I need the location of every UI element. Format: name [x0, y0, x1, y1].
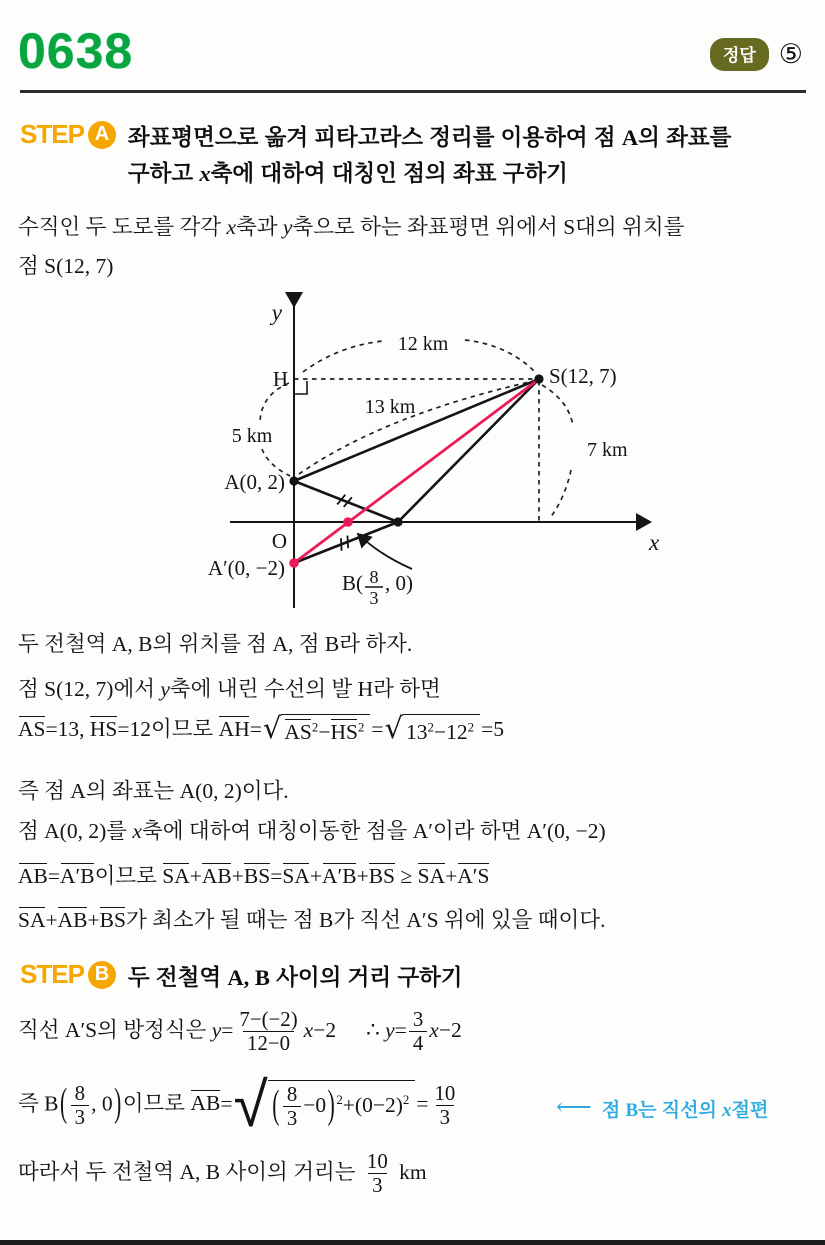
step-a-word: STEP: [20, 119, 84, 149]
b-pointer-arrow: [358, 534, 412, 569]
equation-line-2: 즉 B( $\frac{8}{3}$ , 0)이므로 AB= √ ( $\frac{8}{3}$ −0) $^2+(0-2)^2$ = $\frac{10}{3}$: [18, 1068, 456, 1141]
b-label-num: 8: [369, 567, 379, 587]
annotation-text: 점 B는 직선의 x절편: [601, 1100, 769, 1121]
b-label-prefix: B(: [342, 571, 363, 595]
step-b-section: [20, 958, 812, 996]
solution-text-6: 점 A(0, 2)를 x축에 대하여 대칭이동한 점을 A′이라 하면 A′(0, −2): [18, 819, 606, 843]
step-a-section: [20, 118, 812, 193]
line-Aprime-S-pink: [294, 379, 539, 563]
arc-12km-right: [465, 340, 536, 373]
b-label-den: 3: [369, 588, 379, 608]
step-a-title-line2: 구하고 x축에 대하여 대칭인 점의 좌표 구하기: [127, 161, 568, 187]
solution-math-1: AS=13, HS=12이므로 AH= √ $AS^2-HS^2$ = √ $13^2-12^2$ =5: [18, 714, 504, 748]
origin-label: O: [271, 529, 287, 553]
diagram-labels: [208, 300, 660, 608]
x-intercept-annotation: [556, 1095, 768, 1122]
segment-B0-S: [398, 379, 539, 522]
segment-Aprime-B0: [294, 522, 398, 563]
problem-number: 0638: [18, 23, 134, 79]
header-divider: [20, 90, 806, 93]
page-bottom-rule: [0, 1240, 825, 1245]
y-axis-label: y: [271, 300, 282, 325]
step-b-badge: [20, 958, 116, 990]
answer-badge: 정답: [710, 38, 769, 71]
point-Aprime-dot: [289, 558, 299, 568]
h-label: H: [272, 367, 288, 391]
step-b-title: 두 전철역 A, B 사이의 거리 구하기: [127, 965, 463, 990]
b-label: [342, 567, 413, 608]
step-b-letter-icon: B: [88, 961, 116, 989]
coordinate-diagram: [178, 282, 680, 614]
s-label: S(12, 7): [549, 364, 617, 388]
point-A-dot: [289, 476, 298, 485]
solution-text-5: 즉 점 A의 좌표는 A(0, 2)이다.: [18, 779, 289, 803]
step-a-badge: [20, 118, 116, 150]
equation-line-3: 따라서 두 전철역 A, B 사이의 거리는 $\frac{10}{3}$ km: [18, 1149, 427, 1198]
solution-text-1: 수직인 두 도로를 각각 x축과 y축으로 하는 좌표평면 위에서 S대의 위치를: [18, 215, 685, 239]
arc-7km-top: [542, 385, 573, 426]
equation-line-1: 직선 A′S의 방정식은 y= $\frac{7-(-2)}{12-0}$ x−2 ∴ y= $\frac{3}{4}$ x−2: [18, 1007, 462, 1056]
dist-13km-label: 13 km: [364, 396, 416, 418]
segment-A-S: [294, 379, 539, 481]
arc-7km-bottom: [550, 470, 571, 518]
solution-text-3: 두 전철역 A, B의 위치를 점 A, 점 B라 하자.: [18, 632, 413, 656]
answer-area: [710, 38, 803, 71]
a-label: A(0, 2): [224, 470, 285, 494]
left-arrow-icon: ⟵: [556, 1094, 592, 1121]
answer-circled-number: ⑤: [778, 39, 803, 69]
dist-7km-label: 7 km: [587, 439, 628, 461]
step-a-title: [128, 118, 731, 193]
solution-text-7: SA+AB+BS가 최소가 될 때는 점 B가 직선 A′S 위에 있을 때이다.: [18, 908, 606, 932]
right-angle-mark: [294, 381, 307, 394]
step-a-title-line1: 좌표평면으로 옮겨 피타고라스 정리를 이용하여 점 A의 좌표를: [127, 125, 732, 150]
solution-text-2: 점 S(12, 7): [18, 254, 114, 278]
arc-12km-left: [303, 341, 383, 372]
solution-math-2: AB=A′B이므로 SA+AB+BS=SA+A′B+BS ≥ SA+A′S: [18, 864, 490, 888]
dist-12km-label: 12 km: [397, 333, 449, 355]
step-b-word: STEP: [20, 959, 84, 989]
b-label-suffix: , 0): [385, 571, 413, 595]
step-a-letter-icon: A: [88, 121, 116, 149]
segment-A-B0: [294, 481, 398, 522]
solution-text-4: 점 S(12, 7)에서 y축에 내린 수선의 발 H라 하면: [18, 677, 441, 701]
point-B-dot: [343, 517, 353, 527]
a-prime-label: A′(0, −2): [207, 556, 285, 580]
point-S-dot: [534, 374, 543, 383]
dist-5km-label: 5 km: [231, 425, 273, 447]
x-axis-label: x: [649, 530, 660, 555]
point-B0-dot: [393, 517, 402, 526]
